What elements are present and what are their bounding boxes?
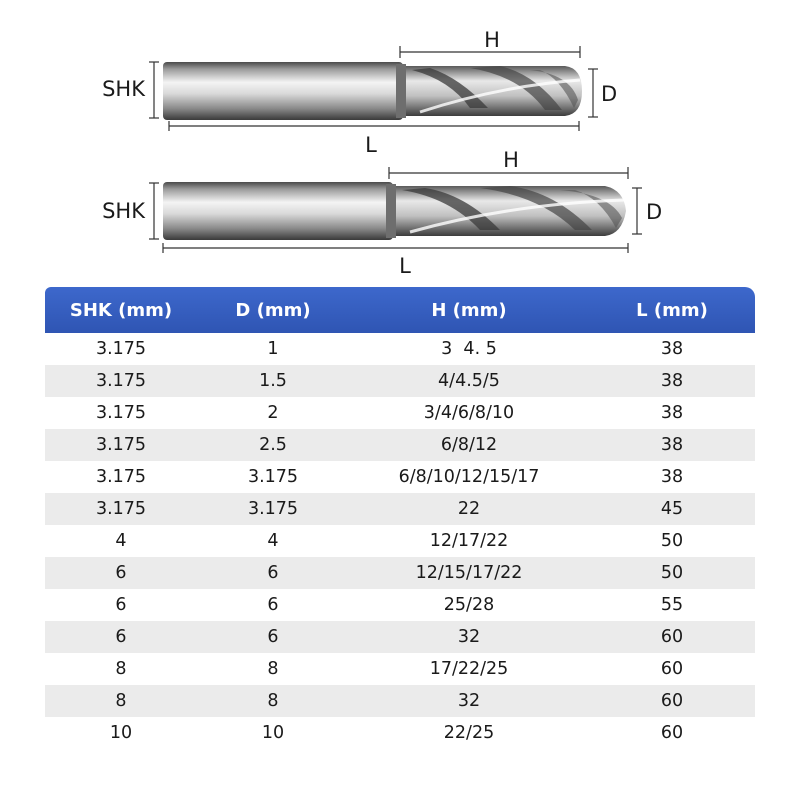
end-mill-drawings — [0, 0, 800, 285]
table-row — [45, 493, 755, 525]
cell-h: 6/8/10/12/15/17 — [349, 461, 589, 493]
dim-l-label-1: L — [365, 133, 377, 157]
cell-d: 10 — [197, 717, 349, 749]
table-row — [45, 397, 755, 429]
cell-shk: 6 — [45, 589, 197, 621]
cell-h: 25/28 — [349, 589, 589, 621]
cell-h: 17/22/25 — [349, 653, 589, 685]
table-row — [45, 429, 755, 461]
shank-neck-1 — [396, 64, 406, 118]
table-row — [45, 461, 755, 493]
table-row — [45, 685, 755, 717]
cell-shk: 3.175 — [45, 365, 197, 397]
cell-d: 3.175 — [197, 461, 349, 493]
cell-l: 38 — [589, 461, 755, 493]
dim-d-label-1: D — [601, 82, 618, 106]
cell-h: 4/4.5/5 — [349, 365, 589, 397]
cell-l: 60 — [589, 621, 755, 653]
table-row — [45, 589, 755, 621]
end-mill-2 — [102, 148, 662, 278]
cell-d: 2 — [197, 397, 349, 429]
tool-diagram — [0, 0, 800, 285]
cell-shk: 3.175 — [45, 397, 197, 429]
cell-l: 45 — [589, 493, 755, 525]
cell-shk: 6 — [45, 621, 197, 653]
shank-neck-2 — [386, 184, 396, 238]
cell-l: 38 — [589, 365, 755, 397]
cell-h: 12/15/17/22 — [349, 557, 589, 589]
cell-d: 8 — [197, 685, 349, 717]
table-row — [45, 653, 755, 685]
cell-l: 60 — [589, 653, 755, 685]
table-header-row — [45, 287, 755, 333]
table-row — [45, 365, 755, 397]
cell-shk: 8 — [45, 653, 197, 685]
cell-shk: 3.175 — [45, 429, 197, 461]
cell-d: 3.175 — [197, 493, 349, 525]
cell-d: 6 — [197, 557, 349, 589]
cell-h: 22 — [349, 493, 589, 525]
cell-h: 32 — [349, 621, 589, 653]
cell-shk: 3.175 — [45, 493, 197, 525]
cell-d: 4 — [197, 525, 349, 557]
table-row — [45, 717, 755, 749]
cell-h: 3 4. 5 — [349, 333, 589, 365]
cell-shk: 8 — [45, 685, 197, 717]
cell-l: 60 — [589, 717, 755, 749]
table-row — [45, 557, 755, 589]
cell-h: 22/25 — [349, 717, 589, 749]
header-shk: SHK (mm) — [69, 299, 173, 321]
cell-d: 6 — [197, 589, 349, 621]
cell-shk: 4 — [45, 525, 197, 557]
dim-l-label-2: L — [399, 254, 411, 278]
cell-h: 6/8/12 — [349, 429, 589, 461]
dim-shk-label-2: SHK — [102, 199, 145, 223]
cell-h: 12/17/22 — [349, 525, 589, 557]
cell-shk: 10 — [45, 717, 197, 749]
shank-2 — [163, 182, 393, 240]
cell-l: 50 — [589, 557, 755, 589]
cell-shk: 3.175 — [45, 461, 197, 493]
cell-h: 32 — [349, 685, 589, 717]
cell-l: 50 — [589, 525, 755, 557]
cell-l: 55 — [589, 589, 755, 621]
cell-shk: 3.175 — [45, 333, 197, 365]
end-mill-1 — [102, 28, 617, 157]
table-row — [45, 333, 755, 365]
table-row — [45, 525, 755, 557]
header-d: D (mm) — [235, 299, 311, 321]
cell-d: 2.5 — [197, 429, 349, 461]
cell-shk: 6 — [45, 557, 197, 589]
cell-d: 1 — [197, 333, 349, 365]
dim-d-label-2: D — [646, 200, 663, 224]
header-h: H (mm) — [431, 299, 507, 321]
cell-l: 38 — [589, 333, 755, 365]
cell-h: 3/4/6/8/10 — [349, 397, 589, 429]
cell-d: 6 — [197, 621, 349, 653]
table-row — [45, 621, 755, 653]
cell-l: 38 — [589, 429, 755, 461]
dim-h-label-2: H — [503, 148, 519, 172]
cell-d: 1.5 — [197, 365, 349, 397]
cell-d: 8 — [197, 653, 349, 685]
shank-1 — [163, 62, 403, 120]
header-l: L (mm) — [636, 299, 708, 321]
cell-l: 38 — [589, 397, 755, 429]
spec-table — [45, 287, 755, 749]
dim-h-label-1: H — [484, 28, 500, 52]
cell-l: 60 — [589, 685, 755, 717]
dim-shk-label-1: SHK — [102, 77, 145, 101]
